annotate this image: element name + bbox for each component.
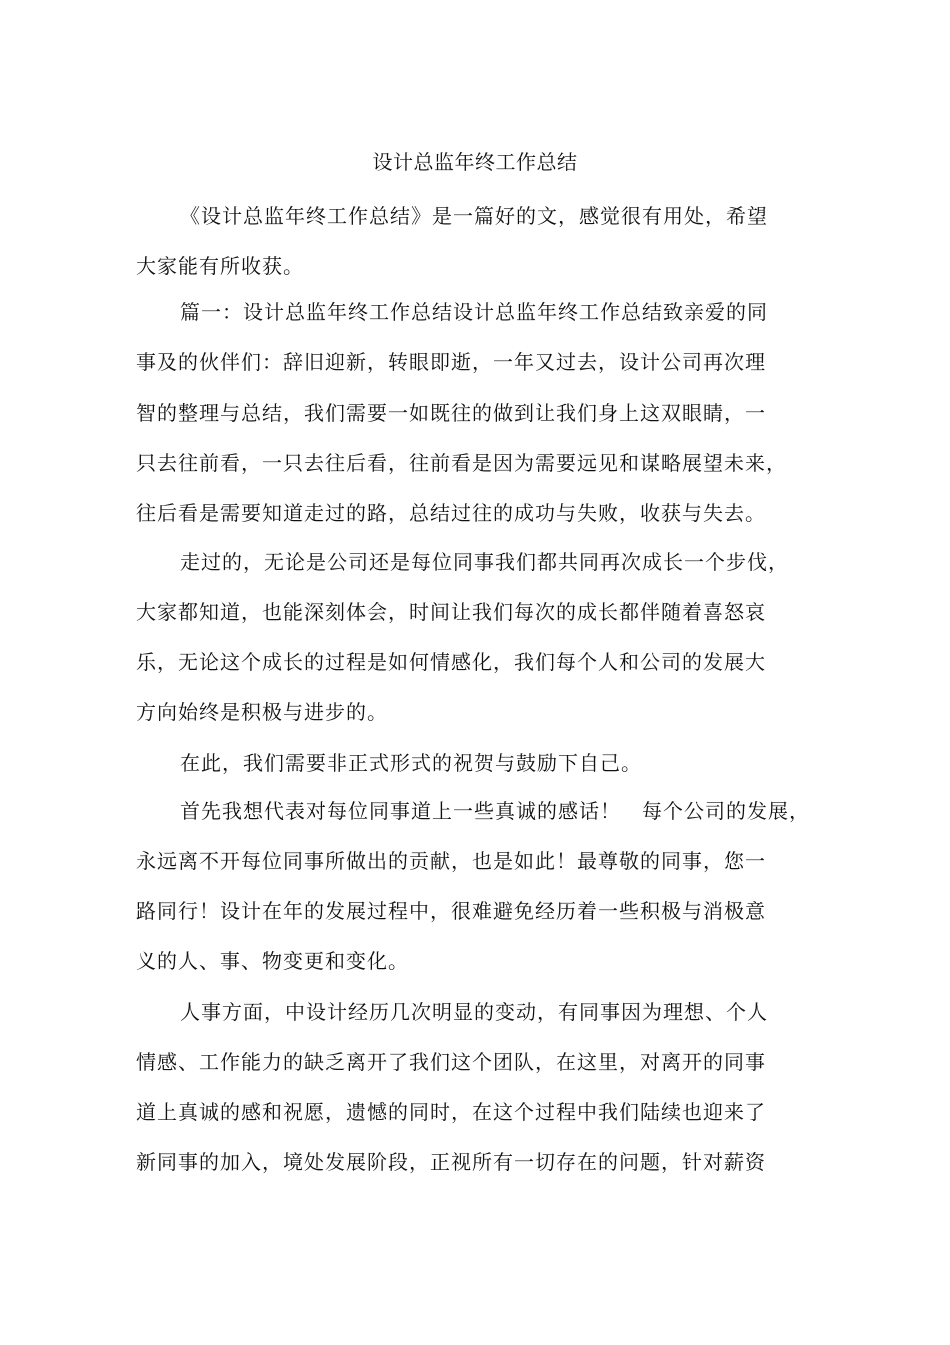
text-line: 篇一：设计总监年终工作总结设计总监年终工作总结致亲爱的同 [180, 300, 768, 324]
text-line: 路同行！设计在年的发展过程中，很难避免经历着一些积极与消极意 [136, 899, 766, 923]
text-line: 新同事的加入，境处发展阶段，正视所有一切存在的问题，针对薪资 [136, 1150, 766, 1174]
text-line: 情感、工作能力的缺乏离开了我们这个团队，在这里，对离开的同事 [136, 1050, 766, 1074]
text-line: 大家都知道，也能深刻体会，时间让我们每次的成长都伴随着喜怒哀 [136, 600, 766, 624]
text-line: 大家能有所收获。 [136, 254, 304, 278]
document-title: 设计总监年终工作总结 [372, 150, 578, 174]
text-line: 道上真诚的感和祝愿，遗憾的同时，在这个过程中我们陆续也迎来了 [136, 1100, 766, 1124]
text-line: 《设计总监年终工作总结》是一篇好的文，感觉很有用处，希望 [180, 204, 768, 228]
text-line: 永远离不开每位同事所做出的贡献，也是如此！最尊敬的同事，您一 [136, 849, 766, 873]
text-line: 人事方面，中设计经历几次明显的变动，有同事因为理想、个人 [180, 1000, 768, 1024]
text-line: 在此，我们需要非正式形式的祝贺与鼓励下自己。 [180, 751, 642, 775]
text-line: 乐，无论这个成长的过程是如何情感化，我们每个人和公司的发展大 [136, 650, 766, 674]
text-line: 首先我想代表对每位同事道上一些真诚的感话！ 每个公司的发展， [180, 799, 810, 823]
text-line: 方向始终是积极与进步的。 [136, 700, 388, 724]
text-line: 智的整理与总结，我们需要一如既往的做到让我们身上这双眼睛，一 [136, 401, 766, 425]
text-line: 走过的，无论是公司还是每位同事我们都共同再次成长一个步伐， [180, 550, 789, 574]
text-line: 义的人、事、物变更和变化。 [136, 949, 409, 973]
text-line: 往后看是需要知道走过的路，总结过往的成功与失败，收获与失去。 [136, 501, 766, 525]
text-line: 只去往前看，一只去往后看，往前看是因为需要远见和谋略展望未来， [136, 451, 787, 475]
text-line: 事及的伙伴们：辞旧迎新，转眼即逝，一年又过去，设计公司再次理 [136, 350, 766, 374]
